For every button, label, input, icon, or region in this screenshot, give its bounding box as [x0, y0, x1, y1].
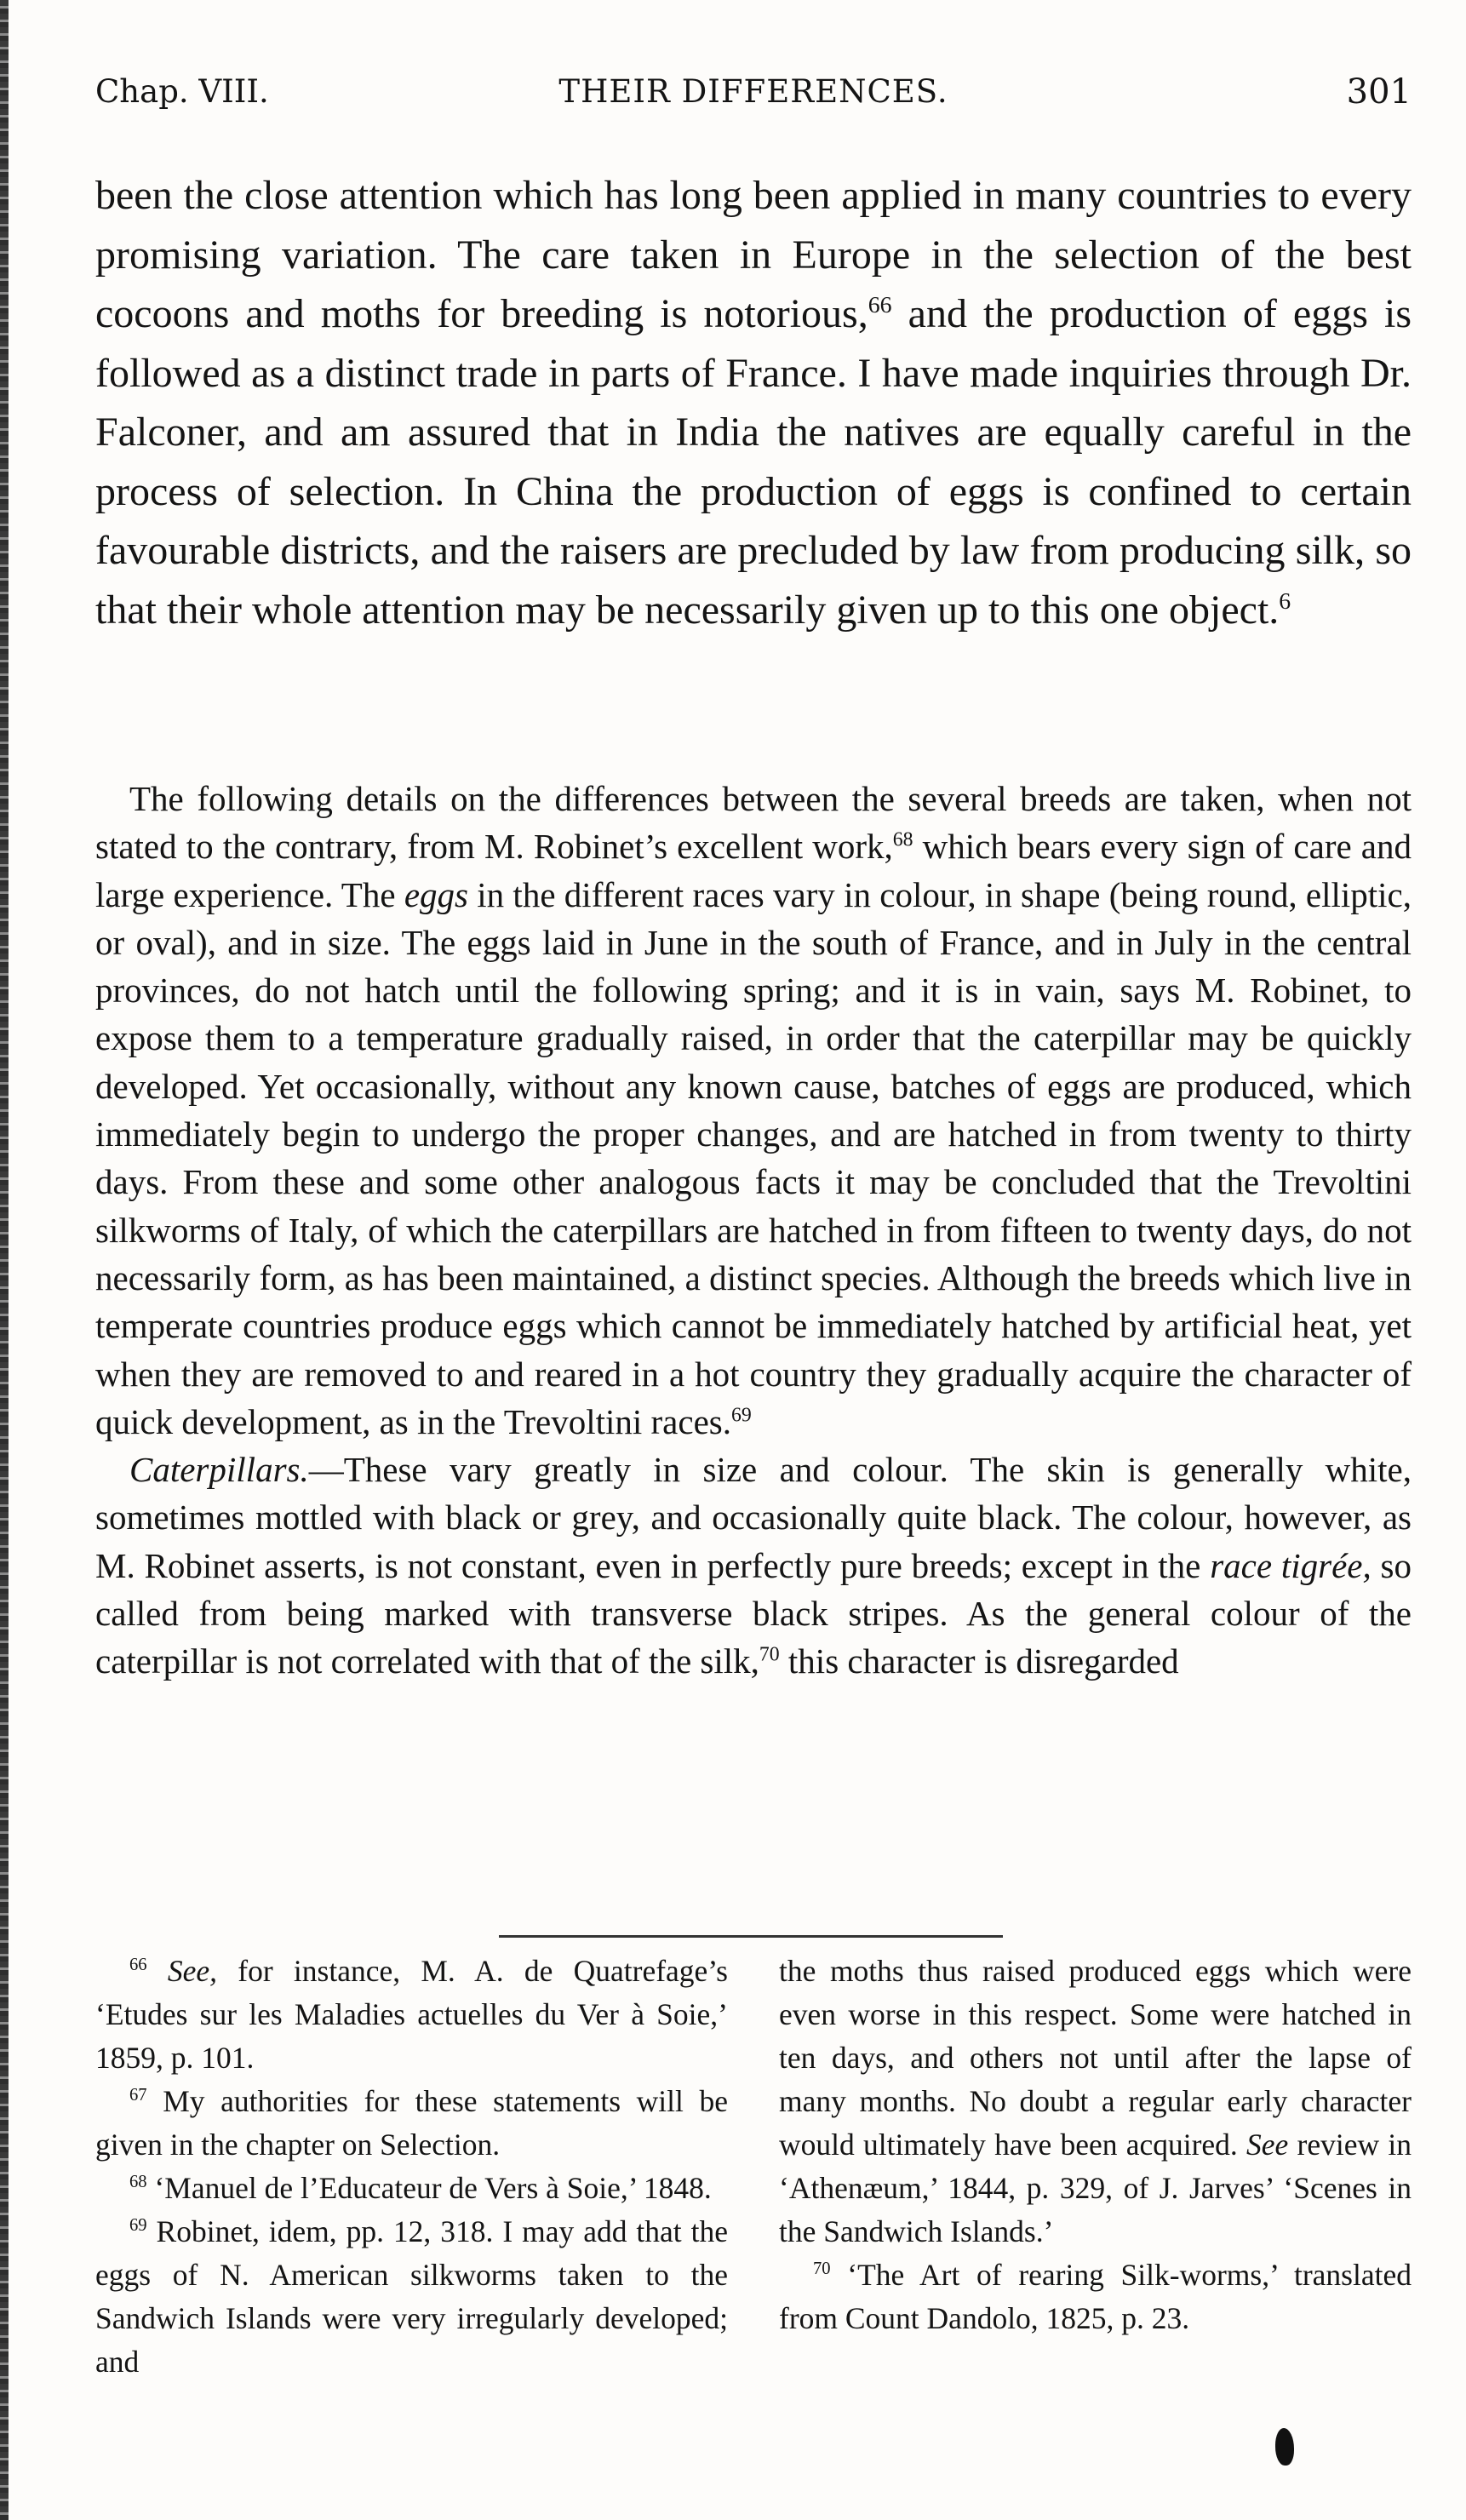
chapter-label: Chap. VIII. [95, 73, 269, 110]
footnote-number-68: 68 [129, 2173, 147, 2192]
footnote-number-66: 66 [129, 1956, 147, 1975]
lead-paragraph-text [95, 166, 1412, 639]
footnote-69-text: Robinet, idem, pp. 12, 318. I may add that the eggs of N. American silkworms taken to the Sandwich Islands were very irregularly developed; and [95, 2214, 728, 2379]
footnote-68-text: ‘Manuel de l’Educateur de Vers à Soie,’ 1848. [146, 2171, 712, 2205]
race-tigree-italic: race tigrée, [1210, 1545, 1372, 1585]
footnote-69 [95, 2210, 728, 2384]
page-binding-edge [0, 0, 9, 2520]
footnote-number-67: 67 [129, 2086, 147, 2105]
footnote-number-69: 69 [129, 2216, 147, 2236]
lead-text-1: been the close attention which has long been applied in many countries to every promising variation. The care taken in Europe in the selection of the best cocoons and moths for breeding is notorious, [95, 173, 1412, 336]
details-text-2: which bears every sign of care and large experience. The [95, 827, 1412, 914]
footnote-70 [779, 2254, 1412, 2340]
caterpillars-text-2: so called from being marked with transverse black stripes. As the general colour of the caterpillar is not correlated with that of the silk, [95, 1545, 1412, 1681]
footnote-rule [499, 1935, 1003, 1938]
caterpillars-text-1: —These vary greatly in size and colour. The skin is generally white, sometimes mottled with black or grey, and occasionally quite black. The colour, however, as M. Robinet asserts, is not constant, even in perfectly pure breeds; except in the [95, 1450, 1412, 1585]
footnote-ref-68: 68 [892, 828, 913, 851]
details-text-3: in the different races vary in colour, in shape (being round, elliptic, or oval), and in size. The eggs laid in June in the south of France, and in July in the central provinces, do not hatch until the following spring; and it is in vain, says M. Robinet, to expose them to a temperature gradually raised, in order that the caterpillar may be quickly developed. Yet occasionally, without any known cause, batches of eggs are produced, which immediately begin to undergo the proper changes, and are hatched in from twenty to thirty days. From these and some other analogous facts it may be concluded that the Trevoltini silkworms of Italy, of which the caterpillars are hatched in from fifteen to twenty days, do not necessarily form, as has been maintained, a distinct species. Although the breeds which live in temperate countries produce eggs which cannot be immediately hatched by artificial heat, yet when they are removed to and reared in a hot country they gradually acquire the character of quick development, as in the Trevoltini races. [95, 874, 1412, 1441]
footnote-ref-69: 69 [730, 1404, 752, 1427]
footnote-66-see: See, [167, 1954, 217, 1988]
footnote-70-text: ‘The Art of rearing Silk-worms,’ translated from Count Dandolo, 1825, p. 23. [779, 2258, 1412, 2335]
footnote-ref-67: 6 [1279, 587, 1291, 615]
details-paragraph [95, 775, 1412, 1446]
footnote-67 [95, 2080, 728, 2167]
footnote-ref-70: 70 [759, 1643, 780, 1666]
footnote-68 [95, 2167, 728, 2210]
footnote-69-see: See [1246, 2128, 1289, 2162]
footnotes-right-column [779, 1950, 1412, 2340]
caterpillars-paragraph [95, 1446, 1412, 1685]
ink-blot [1275, 2428, 1294, 2466]
main-text [95, 775, 1412, 1686]
footnote-66-text: for instance, M. A. de Quatrefage’s ‘Etudes sur les Maladies actuelles du Ver à Soie,’ 1859, p. 101. [95, 1954, 728, 2075]
footnote-69-cont-text-1: the moths thus raised produced eggs which were even worse in this respect. Some were hatched in ten days, and others not until after the lapse of many months. No doubt a regular early character would ultimately have been acquired. [779, 1954, 1412, 2162]
footnotes [95, 1950, 1412, 2494]
eggs-italic: eggs [404, 874, 468, 914]
lead-paragraph [95, 166, 1412, 639]
details-text-1: The following details on the differences between the several breeds are taken, when not stated to the contrary, from M. Robinet’s excellent work, [95, 779, 1412, 867]
lead-text-2: and the production of eggs is followed as a distinct trade in parts of France. I have made inquiries through Dr. Falconer, and am assured that in India the natives are equally careful in the process of selection. In China the production of eggs is confined to certain favourable districts, and the raisers are precluded by law from producing silk, so that their whole attention may be necessarily given up to this one object. [95, 291, 1412, 633]
footnote-number-70: 70 [813, 2259, 831, 2279]
footnote-69-cont-text-2: review in ‘Athenæum,’ 1844, p. 329, of J. Jarves’ ‘Scenes in the Sandwich Islands.’ [779, 2128, 1412, 2248]
footnote-69-continuation [779, 1950, 1412, 2254]
running-head [95, 66, 1412, 117]
page-title: THEIR DIFFERENCES. [558, 73, 948, 110]
footnote-67-text: My authorities for these statements will be given in the chapter on Selection. [95, 2084, 728, 2162]
footnote-ref-66: 66 [868, 292, 892, 318]
caterpillars-text-3: this character is disregarded [779, 1641, 1179, 1681]
caterpillars-heading: Caterpillars. [129, 1450, 309, 1490]
footnote-66 [95, 1950, 728, 2080]
page-number: 301 [1346, 72, 1412, 112]
footnotes-left-column [95, 1950, 728, 2384]
